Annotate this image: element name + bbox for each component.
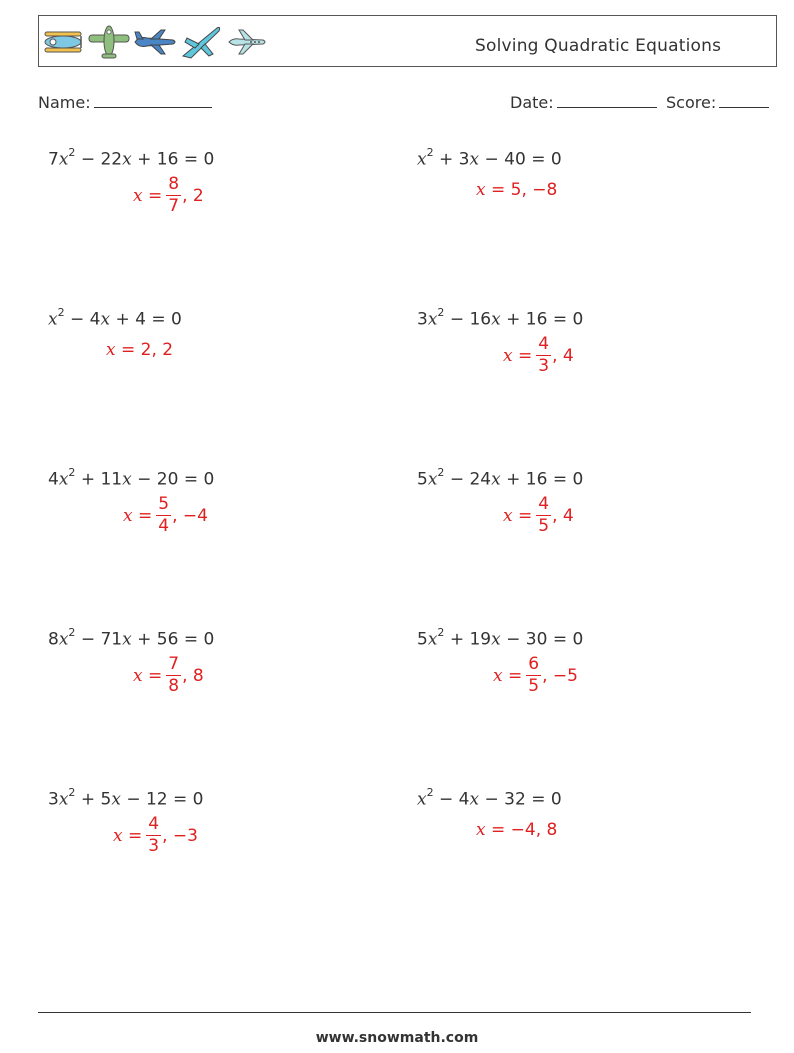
math-token: + [506,469,521,490]
math-token: = 0 [183,629,215,650]
equation [417,148,562,170]
math-token: = 0 [183,149,215,170]
answer-fraction [536,496,551,535]
date-label: Date: [510,93,554,112]
exponent: 2 [426,146,434,159]
fraction-numerator: 6 [528,654,540,674]
exponent: 2 [426,786,434,799]
fraction-denominator: 5 [528,676,540,696]
math-token: 71 [100,629,123,650]
variable-x: x [58,149,69,170]
answer-rest: , 2 [182,185,204,206]
equation [48,468,214,490]
equation [48,788,203,810]
math-token: 3 [417,309,428,330]
worksheet-header [38,15,777,67]
math-token: − [126,789,141,810]
math-token: 16 [156,149,179,170]
variable-x: x [427,309,438,330]
variable-x: x [111,789,121,810]
fraction-numerator: 4 [538,494,550,514]
exponent: 2 [68,626,76,639]
propeller-plane-icon [87,24,131,60]
answer-fraction [156,496,171,535]
math-token: − [80,629,96,650]
math-token: = 0 [173,789,204,810]
math-token: − [449,309,465,330]
footer-divider [38,1012,751,1013]
answer-prefix: x = [476,820,506,840]
variable-x: x [427,469,438,490]
math-token: − [70,309,85,330]
answer [113,816,198,855]
answer-value: −4, 8 [510,820,558,840]
answer-rest: , 4 [552,505,574,526]
answer-rest: , 4 [552,345,574,366]
variable-x: x [491,309,501,330]
exponent: 2 [57,306,65,319]
fraction-denominator: 3 [148,836,160,856]
answer-value: 5, −8 [510,180,558,200]
jet-plane-icon [133,24,177,60]
math-token: = 0 [552,469,584,490]
answer-fraction [536,336,551,375]
math-token: = 0 [531,149,562,170]
fraction-numerator: 4 [538,334,550,354]
math-token: 5 [417,629,428,650]
answer [476,820,557,840]
variable-x: x [48,309,58,330]
math-token: 4 [89,309,101,330]
answer-prefix: x = [113,825,143,846]
equation [417,788,562,810]
exponent: 2 [437,306,445,319]
math-token: = 0 [183,469,215,490]
math-token: = 0 [151,309,182,330]
math-token: 30 [525,629,548,650]
equation [48,308,182,330]
answer-fraction [146,816,161,855]
equation [48,628,214,650]
math-token: 4 [48,469,59,490]
math-token: 11 [100,469,123,490]
math-token: + [80,789,96,810]
math-token: − [439,789,454,810]
math-token: + [449,629,465,650]
equation [48,148,214,170]
math-token: − [484,789,499,810]
fraction-numerator: 4 [148,814,160,834]
date-blank[interactable] [557,95,657,108]
answer-rest: , −3 [162,825,198,846]
variable-x: x [58,469,69,490]
plane-icons [41,24,269,60]
math-token: 7 [48,149,59,170]
math-token: = 0 [552,309,584,330]
math-token: + [137,149,152,170]
answer-rest: , 8 [182,665,204,686]
math-token: 19 [469,629,492,650]
math-token: − [137,469,152,490]
variable-x: x [427,629,438,650]
exponent: 2 [68,786,76,799]
variable-x: x [491,469,501,490]
equation [417,628,583,650]
equation [417,468,583,490]
answer [503,336,574,375]
answer-value: 2, 2 [140,340,174,360]
variable-x: x [417,149,427,170]
exponent: 2 [437,626,445,639]
math-token: + [506,309,521,330]
answer-rest: , −5 [542,665,578,686]
equation [417,308,583,330]
answer-prefix: x = [503,345,533,366]
math-token: + [137,629,152,650]
fraction-denominator: 7 [168,196,180,216]
math-token: + [439,149,454,170]
math-token: 3 [48,789,59,810]
answer [476,180,557,200]
math-token: 5 [100,789,112,810]
math-token: − [484,149,499,170]
answer-prefix: x = [106,340,136,360]
math-token: 8 [48,629,59,650]
answer-prefix: x = [493,665,523,686]
name-label: Name: [38,93,91,112]
answer-fraction [166,656,181,695]
math-token: 56 [156,629,179,650]
exponent: 2 [68,146,76,159]
score-label: Score: [666,93,717,112]
math-token: 22 [100,149,123,170]
math-token: 4 [458,789,470,810]
variable-x: x [58,629,69,650]
math-token: = 0 [552,629,584,650]
math-token: 16 [469,309,492,330]
math-token: − [80,149,96,170]
fraction-denominator: 3 [538,356,550,376]
math-token: − [449,469,465,490]
biplane-icon [41,24,85,60]
math-token: 12 [145,789,168,810]
fraction-denominator: 5 [538,516,550,536]
worksheet-title: Solving Quadratic Equations [475,36,722,56]
fraction-denominator: 8 [168,676,180,696]
variable-x: x [122,629,132,650]
math-token: 20 [156,469,179,490]
airliner-icon [225,24,269,60]
math-token: 5 [417,469,428,490]
math-token: − [506,629,521,650]
answer-fraction [526,656,541,695]
math-token: 4 [135,309,146,330]
date-field [510,93,657,112]
math-token: 40 [504,149,526,170]
math-token: + [115,309,130,330]
variable-x: x [417,789,427,810]
answer-prefix: x = [133,665,163,686]
math-token: 16 [525,309,548,330]
math-token: 24 [469,469,492,490]
math-token: = 0 [531,789,562,810]
variable-x: x [58,789,69,810]
exponent: 2 [437,466,445,479]
score-blank[interactable] [719,95,769,108]
variable-x: x [122,469,132,490]
variable-x: x [469,789,480,810]
exponent: 2 [68,466,76,479]
math-token: + [80,469,96,490]
answer-prefix: x = [133,185,163,206]
fraction-denominator: 4 [158,516,170,536]
name-field [38,93,212,112]
variable-x: x [122,149,132,170]
answer [503,496,574,535]
fraction-numerator: 8 [168,174,180,194]
answer-prefix: x = [476,180,506,200]
variable-x: x [491,629,501,650]
fraction-numerator: 7 [168,654,180,674]
answer-prefix: x = [123,505,153,526]
footer-site: www.snowmath.com [315,1030,479,1046]
fighter-jet-icon [179,24,223,60]
math-token: 3 [458,149,470,170]
variable-x: x [100,309,111,330]
variable-x: x [469,149,480,170]
answer-prefix: x = [503,505,533,526]
answer [133,656,204,695]
answer-rest: , −4 [172,505,208,526]
answer-fraction [166,176,181,215]
answer [123,496,208,535]
answer [493,656,578,695]
score-field [666,93,769,112]
answer [133,176,204,215]
fraction-numerator: 5 [158,494,170,514]
math-token: 32 [504,789,526,810]
math-token: 16 [525,469,548,490]
answer [106,340,173,360]
name-blank[interactable] [94,95,212,108]
